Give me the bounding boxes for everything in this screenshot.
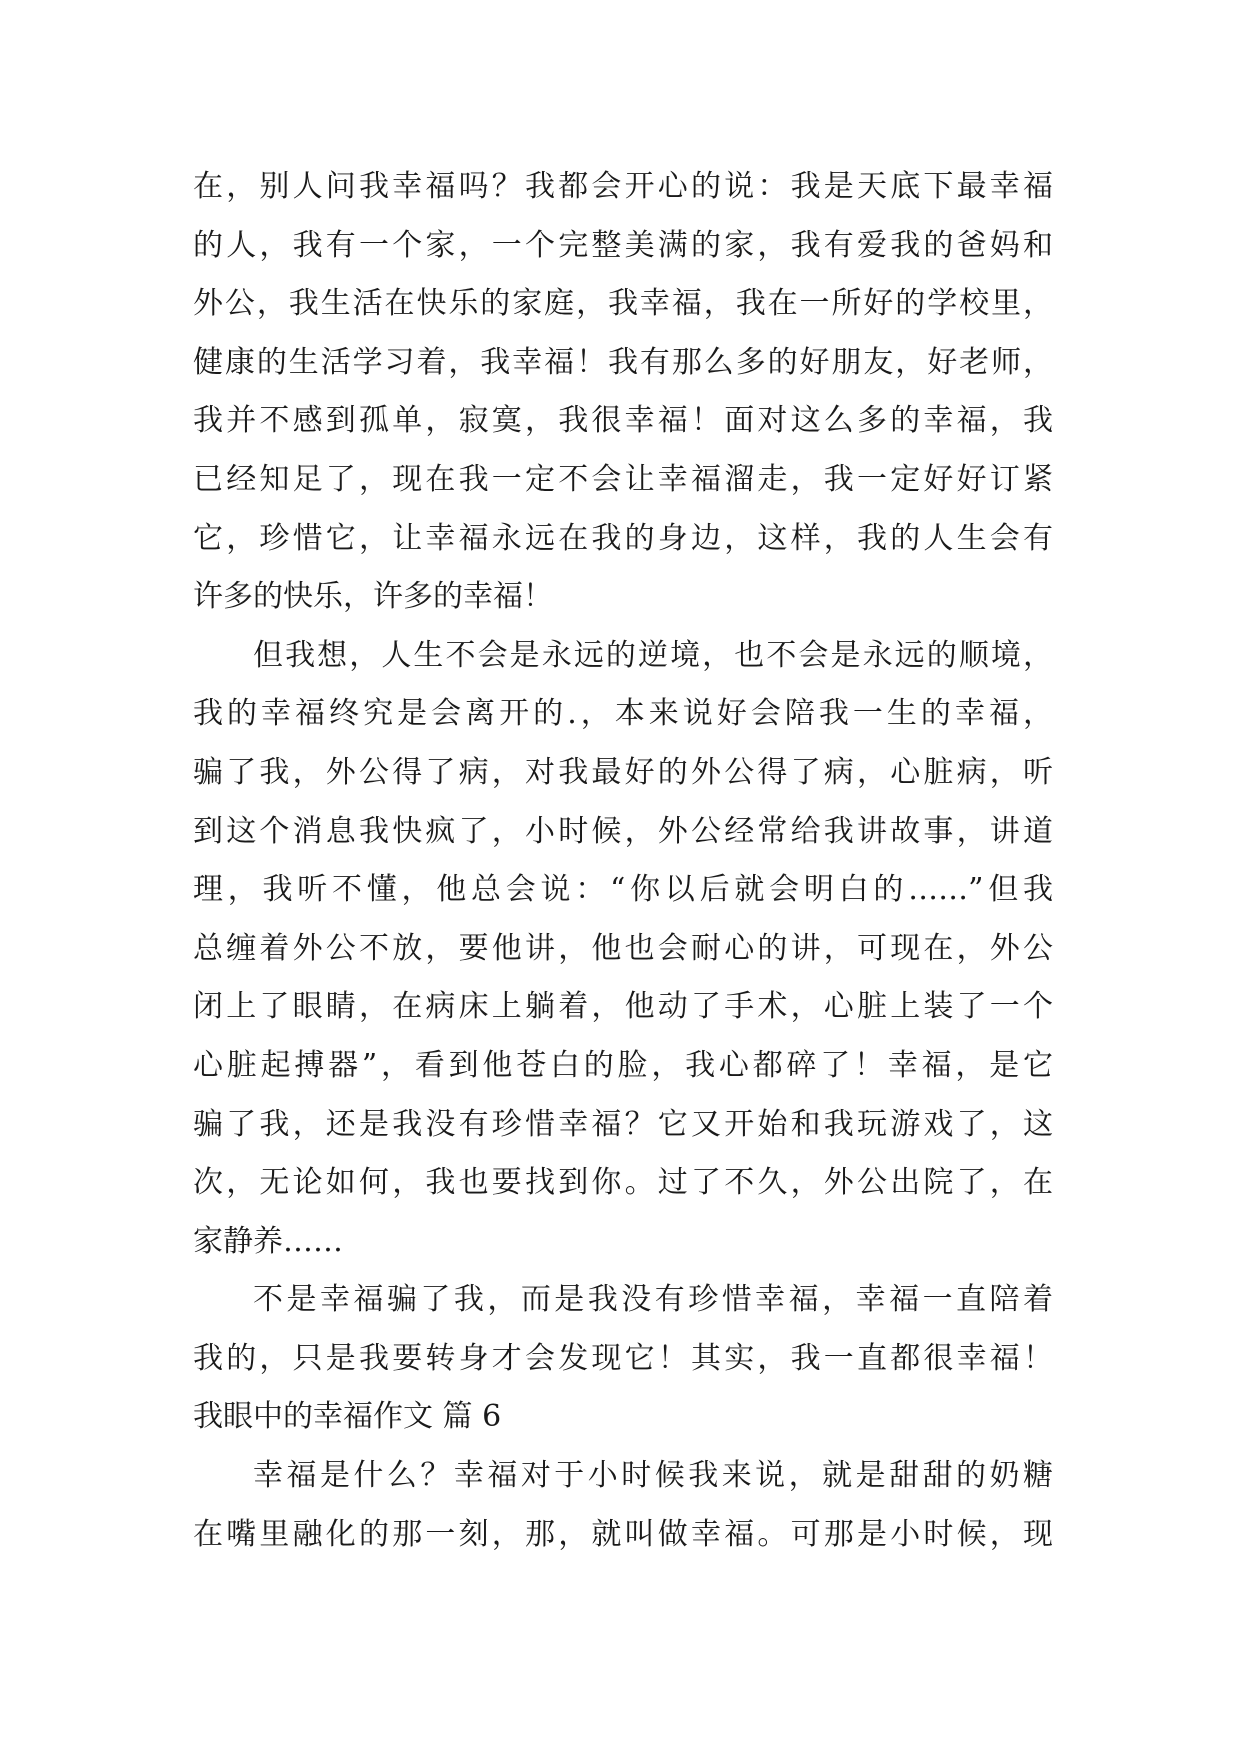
text-line: 在，别人问我幸福吗？我都会开心的说：我是天底下最幸福 [193,169,1053,204]
section-heading: 我眼中的幸福作文 篇 6 [193,1399,502,1435]
essay-body [193,158,1053,1564]
text-line: 闭上了眼睛，在病床上躺着，他动了手术，心脏上装了一个 [193,989,1053,1025]
text-line: 次，无论如何，我也要找到你。过了不久，外公出院了，在 [193,1165,1053,1201]
text-line: 我的幸福终究是会离开的.，本来说好会陪我一生的幸福， [193,696,1053,732]
text-line: 家静养…… [193,1223,343,1259]
text-line: 我的，只是我要转身才会发现它！其实，我一直都很幸福！ [193,1340,1053,1376]
text-line: 总缠着外公不放，要他讲，他也会耐心的讲，可现在，外公 [193,930,1053,966]
text-line: 骗了我，还是我没有珍惜幸福？它又开始和我玩游戏了，这 [193,1106,1053,1142]
text-line: 理，我听不懂，他总会说：“你以后就会明白的……”但我 [193,872,1053,908]
text-line: 已经知足了，现在我一定不会让幸福溜走，我一定好好订紧 [193,461,1053,497]
text-line: 它，珍惜它，让幸福永远在我的身边，这样，我的人生会有 [193,520,1053,556]
paragraph-start-line: 不是幸福骗了我，而是我没有珍惜幸福，幸福一直陪着 [253,1282,1053,1318]
text-line: 骗了我，外公得了病，对我最好的外公得了病，心脏病，听 [193,754,1053,790]
text-line: 心脏起搏器”，看到他苍白的脸，我心都碎了！幸福，是它 [193,1047,1053,1083]
text-line: 我并不感到孤单，寂寞，我很幸福！面对这么多的幸福，我 [193,403,1053,439]
paragraph-start-line: 但我想，人生不会是永远的逆境，也不会是永远的顺境， [253,637,1053,673]
text-line: 许多的快乐，许多的幸福！ [193,579,553,615]
text-line: 外公，我生活在快乐的家庭，我幸福，我在一所好的学校里， [193,286,1053,322]
text-line: 的人，我有一个家，一个完整美满的家，我有爱我的爸妈和 [193,227,1053,263]
paragraph-start-line: 幸福是什么？幸福对于小时候我来说，就是甜甜的奶糖 [253,1458,1053,1494]
text-line: 健康的生活学习着，我幸福！我有那么多的好朋友，好老师， [193,344,1053,380]
text-line: 在嘴里融化的那一刻，那，就叫做幸福。可那是小时候，现 [193,1516,1053,1552]
text-line: 到这个消息我快疯了，小时候，外公经常给我讲故事，讲道 [193,813,1053,849]
